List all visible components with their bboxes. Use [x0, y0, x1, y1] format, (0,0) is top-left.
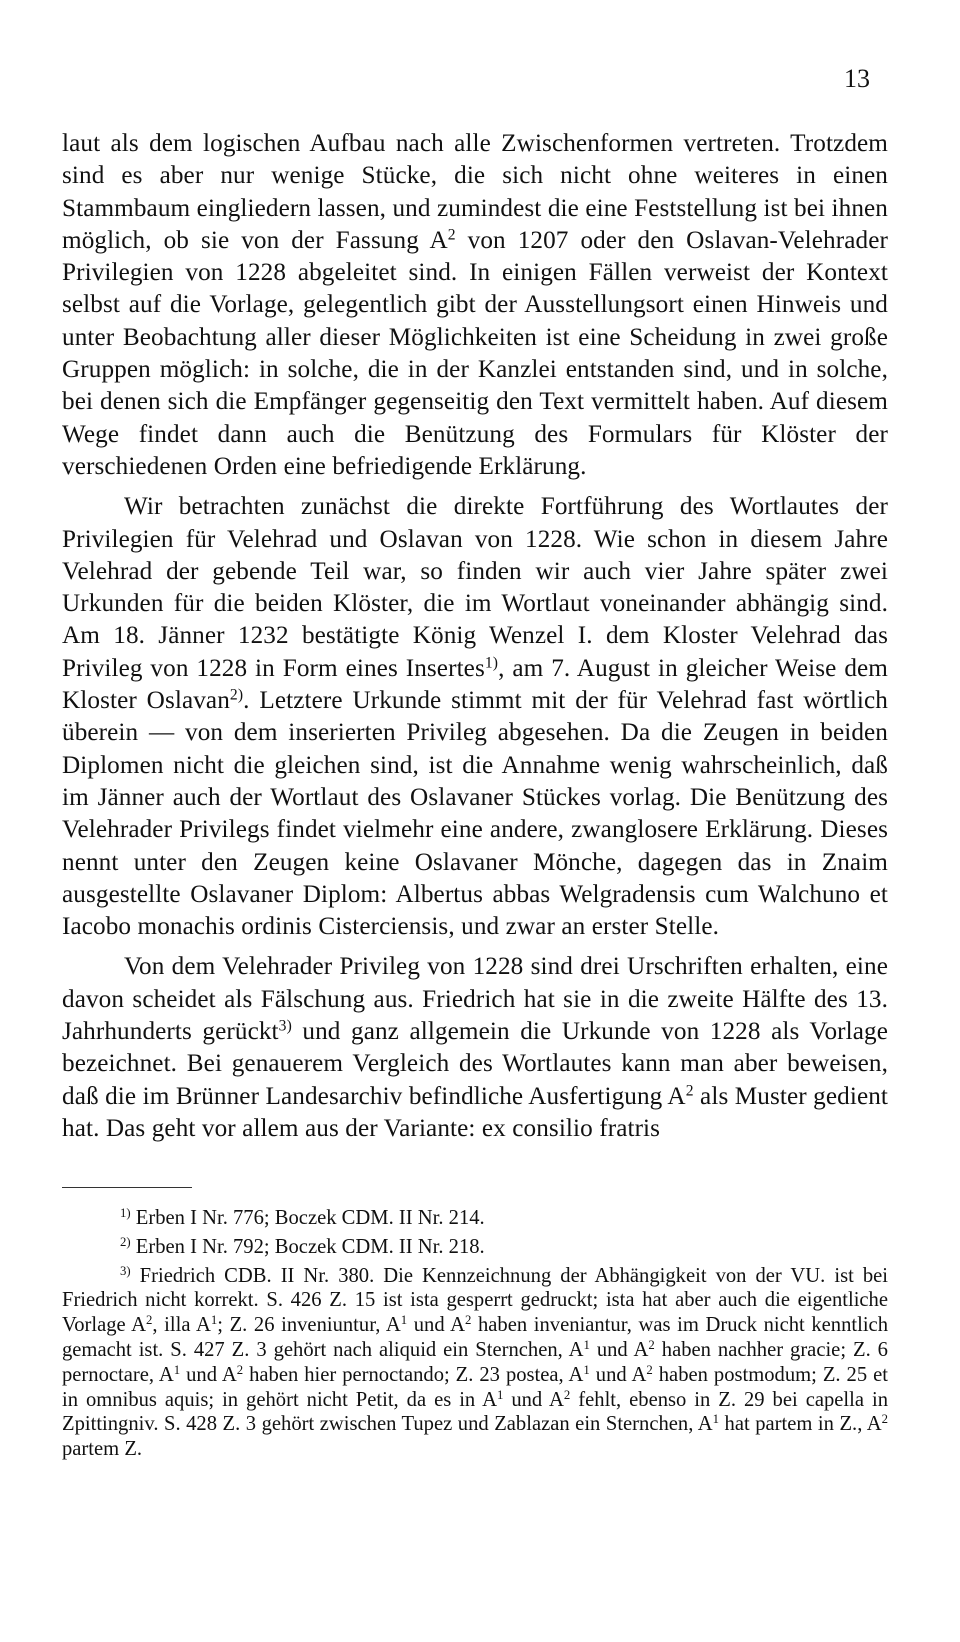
- body-text: [62, 128, 888, 1153]
- paragraph-2: Wir betrachten zunächst die direkte Fortführung des Wortlautes der Privilegien für Velehrad und Oslavan von 1228. Wie schon in diesem Jahre Velehrad der gebende Teil war, so finden wir auch vier Jahre später zwei Urkunden für die beiden Klöster, die im Wortlaut voneinander abhängig sind. Am 18. Jänner 1232 bestätigte König Wenzel I. dem Kloster Velehrad das Privileg von 1228 in Form eines Insertes$^{1)}$, am 7. August in gleicher Weise dem Kloster Oslavan$^{2)}$. Letztere Urkunde stimmt mit der für Velehrad fast wörtlich überein — von dem inserierten Privileg abgesehen. Da die Zeugen in beiden Diplomen nicht die gleichen sind, ist die Annahme wenig wahrscheinlich, daß im Jänner auch der Wortlaut des Oslavaner Stückes vorlag. Die Benützung des Velehrader Privilegs findet vielmehr eine andere, zwanglosere Erklärung. Dieses nennt unter den Zeugen keine Oslavaner Mönche, dagegen das in Znaim ausgestellte Oslavaner Diplom: Albertus abbas Welgradensis cum Walchuno et Iacobo monachis ordinis Cisterciensis, und zwar an erster Stelle.: [62, 493, 889, 941]
- footnote-1: $^{1)}$ Erben I Nr. 776; Boczek CDM. II Nr. 214.: [120, 1205, 485, 1229]
- page-number: 13: [844, 64, 870, 93]
- paragraph-1: laut als dem logischen Aufbau nach alle Zwischenformen vertreten. Trotzdem sind es aber nur wenige Stücke, die sich nicht ohne weiteres in einen Stammbaum eingliedern lassen, und zumindest die eine Feststellung ist bei ihnen möglich, ob sie von der Fassung $A^2$ von 1207 oder den Oslavan-Velehrader Privilegien von 1228 abgeleitet sind. In einigen Fällen verweist der Kontext selbst auf die Vorlage, gelegentlich gibt der Ausstellungsort einen Hinweis und unter Beobachtung aller dieser Möglichkeiten ist eine Scheidung in zwei große Gruppen möglich: in solche, die in der Kanzlei entstanden sind, und in solche, bei denen sich die Empfänger gegenseitig den Text vermittelt haben. Auf diesem Wege findet dann auch die Benützung des Formulars für Klöster der verschiedenen Orden eine befriedigende Erklärung.: [62, 130, 888, 480]
- footnote-2: $^{2)}$ Erben I Nr. 792; Boczek CDM. II Nr. 218.: [120, 1234, 485, 1258]
- footnote-3: $^{3)}$ Friedrich CDB. II Nr. 380. Die Kennzeichnung der Abhängigkeit von der VU. ist bei Friedrich nicht korrekt. S. 426 Z. 15 ist ista gesperrt gedruckt; ista hat aber auch die eigentliche Vorlage $A^2$, illa $A^1$; Z. 26 inveniuntur, $A^1$ und $A^2$ haben inveniantur, was im Druck nicht kenntlich gemacht ist. S. 427 Z. 3 gehört nach aliquid ein Sternchen, $A^1$ und $A^2$ haben nachher gracie; Z. 6 pernoctare, $A^1$ und $A^2$ haben hier pernoctando; Z. 23 postea, $A^1$ und $A^2$ haben postmodum; Z. 25 et in omnibus aquis; in gehört nicht Petit, da es in $A^1$ und $A^2$ fehlt, ebenso in Z. 29 bei capella in Zpittingniv. S. 428 Z. 3 gehört zwischen Tupez und Zablazan ein Sternchen, $A^1$ hat partem in Z., $A^2$ partem Z.: [62, 1263, 888, 1461]
- footnotes: [62, 1206, 888, 1466]
- footnote-divider: [62, 1187, 192, 1188]
- paragraph-3: Von dem Velehrader Privileg von 1228 sind drei Urschriften erhalten, eine davon scheidet als Fälschung aus. Friedrich hat sie in die zweite Hälfte des 13. Jahrhunderts gerückt$^{3)}$ und ganz allgemein die Urkunde von 1228 als Vorlage bezeichnet. Bei genauerem Vergleich des Wortlautes kann man aber beweisen, daß die im Brünner Landesarchiv befindliche Ausfertigung $A^2$ als Muster gedient hat. Das geht vor allem aus der Variante: ex consilio fratris: [62, 953, 889, 1142]
